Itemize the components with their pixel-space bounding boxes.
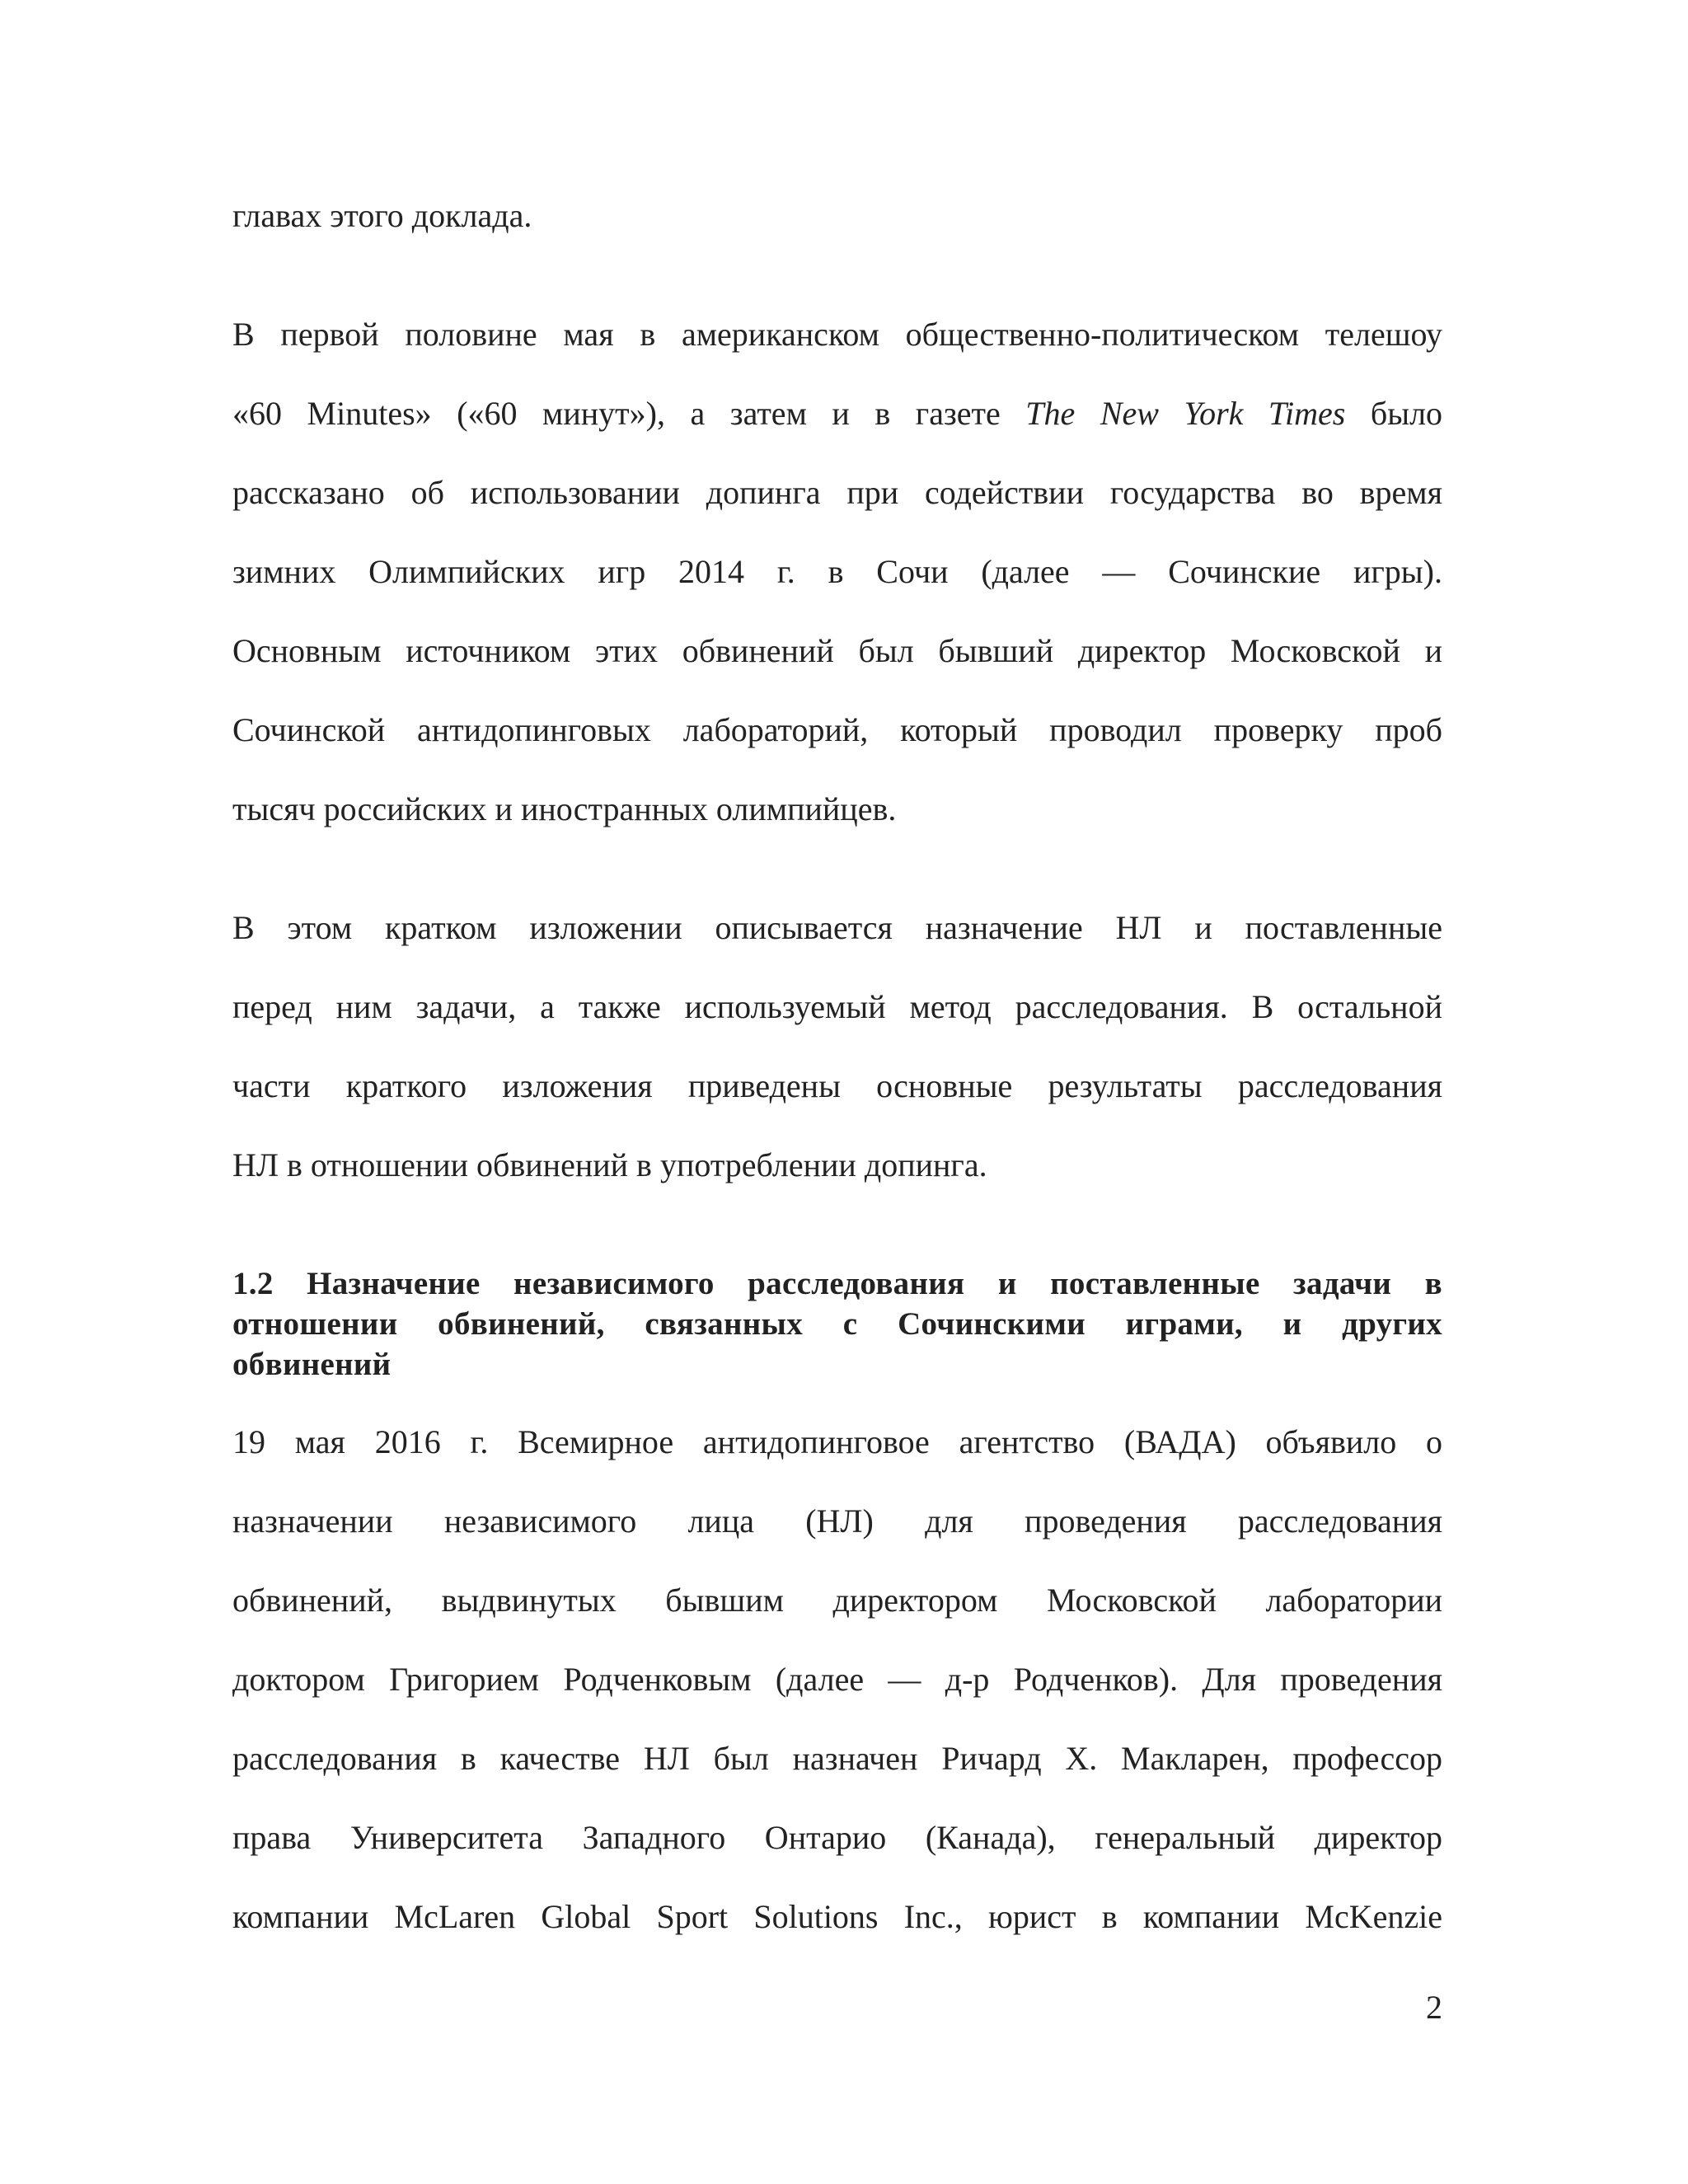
section-heading-line-3: обвинений [232,1347,392,1382]
paragraph-2-line-6: Сочинской антидопинговых лабораторий, который проводил проверку проб [232,711,1442,748]
paragraph-2-line-1: В первой половине мая в американском общественно-политическом телешоу [232,316,1442,353]
paragraph-2-line-7: тысяч российских и иностранных олимпийцев. [232,790,897,827]
newspaper-title: The New York Times [1025,395,1346,432]
paragraph-4-line-5: расследования в качестве НЛ был назначен Ричард Х. Макларен, профессор [232,1740,1442,1777]
paragraph-4-line-3: обвинений, выдвинутых бывшим директором Московской лаборатории [232,1582,1442,1619]
paragraph-2-line-5: Основным источником этих обвинений был бывший директор Московской и [232,632,1442,669]
section-heading-line-2: отношении обвинений, связанных с Сочинскими играми, и других [232,1306,1442,1342]
paragraph-2-line-3: рассказано об использовании допинга при содействии государства во время [232,474,1442,511]
paragraph-4-line-7: компании McLaren Global Sport Solutions Inc., юрист в компании McKenzie [232,1898,1442,1935]
paragraph-2-line-2-start: «60 Minutes» («60 минут»), а затем и в газете [232,395,1001,432]
paragraph-4-line-6: права Университета Западного Онтарио (Канада), генеральный директор [232,1819,1442,1856]
section-heading-line-1: 1.2 Назначение независимого расследования и поставленные задачи в [232,1266,1442,1301]
paragraph-2-line-2 [232,394,1442,434]
paragraph-2-line-2-end: было [1370,395,1442,432]
page-number: 2 [1426,1989,1442,2026]
paragraph-4-line-2: назначении независимого лица (НЛ) для проведения расследования [232,1502,1442,1540]
paragraph-2-line-4: зимних Олимпийских игр 2014 г. в Сочи (далее — Сочинские игры). [232,553,1442,590]
paragraph-3-line-4: НЛ в отношении обвинений в употреблении допинга. [232,1146,987,1183]
paragraph-3-line-2: перед ним задачи, а также используемый метод расследования. В остальной [232,988,1442,1025]
paragraph-1-line-1: главах этого доклада. [232,197,532,234]
paragraph-3-line-3: части краткого изложения приведены основные результаты расследования [232,1067,1442,1104]
paragraph-4-line-1: 19 мая 2016 г. Всемирное антидопинговое агентство (ВАДА) объявило о [232,1423,1442,1460]
paragraph-3-line-1: В этом кратком изложении описывается назначение НЛ и поставленные [232,909,1442,946]
paragraph-4-line-4: доктором Григорием Родченковым (далее — д-р Родченков). Для проведения [232,1661,1442,1698]
